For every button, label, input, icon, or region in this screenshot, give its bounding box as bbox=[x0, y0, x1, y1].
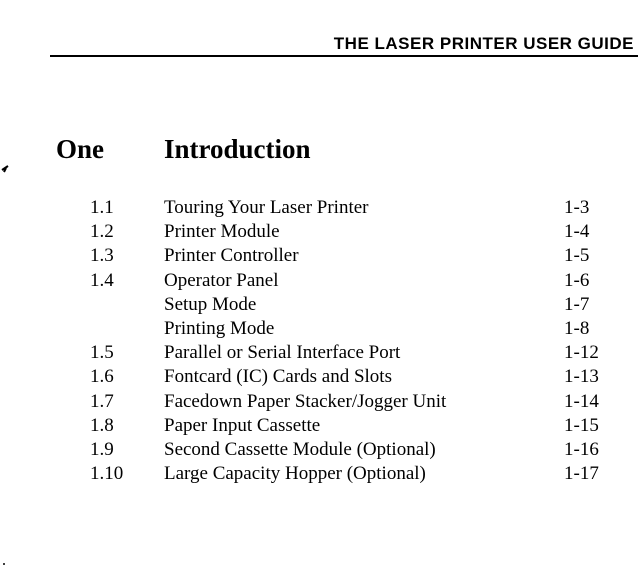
toc-page-number: 1-8 bbox=[564, 317, 590, 339]
toc-number: 1.7 bbox=[90, 390, 114, 412]
toc-page-number: 1-12 bbox=[564, 342, 599, 364]
toc-page-number: 1-5 bbox=[564, 245, 590, 267]
toc-page-number: 1-15 bbox=[564, 414, 599, 436]
toc-label: Paper Input Cassette bbox=[164, 414, 321, 436]
toc-label: Large Capacity Hopper (Optional) bbox=[164, 463, 426, 485]
toc-number: 1.9 bbox=[90, 438, 114, 460]
toc-label: Parallel or Serial Interface Port bbox=[164, 342, 401, 364]
toc-page-number: 1-16 bbox=[564, 438, 599, 460]
toc-number: 1.4 bbox=[90, 269, 114, 291]
toc-number: 1.3 bbox=[90, 245, 114, 267]
toc-label: Printing Mode bbox=[164, 317, 275, 339]
toc-number: 1.8 bbox=[90, 414, 114, 436]
toc-label: Printer Module bbox=[164, 221, 280, 243]
toc-page-number: 1-3 bbox=[564, 197, 590, 218]
toc-page-number: 1-13 bbox=[564, 366, 599, 388]
toc-label: Operator Panel bbox=[164, 269, 279, 291]
chapter-title: Introduction bbox=[164, 134, 311, 164]
toc-page-number: 1-4 bbox=[564, 221, 590, 243]
toc-label: Printer Controller bbox=[164, 245, 299, 267]
toc-label: Setup Mode bbox=[164, 293, 257, 315]
scan-speck bbox=[2, 166, 8, 172]
toc-page-number: 1-6 bbox=[564, 269, 590, 291]
toc-page-number: 1-14 bbox=[564, 390, 599, 412]
toc-number: 1.6 bbox=[90, 366, 114, 388]
toc-page-number: 1-7 bbox=[564, 293, 590, 315]
toc-label: Facedown Paper Stacker/Jogger Unit bbox=[164, 390, 447, 412]
toc-page-number: 1-17 bbox=[564, 463, 599, 485]
toc-label: Second Cassette Module (Optional) bbox=[164, 438, 436, 460]
header-title: THE LASER PRINTER USER GUIDE bbox=[333, 34, 634, 53]
scan-speck bbox=[3, 563, 5, 565]
chapter-number: One bbox=[56, 134, 105, 164]
toc-number: 1.10 bbox=[90, 463, 124, 485]
toc-label: Fontcard (IC) Cards and Slots bbox=[164, 366, 392, 388]
toc-number: 1.5 bbox=[90, 342, 114, 364]
toc-label: Touring Your Laser Printer bbox=[164, 197, 369, 218]
toc-number: 1.2 bbox=[90, 221, 114, 243]
toc-number: 1.1 bbox=[90, 197, 114, 218]
